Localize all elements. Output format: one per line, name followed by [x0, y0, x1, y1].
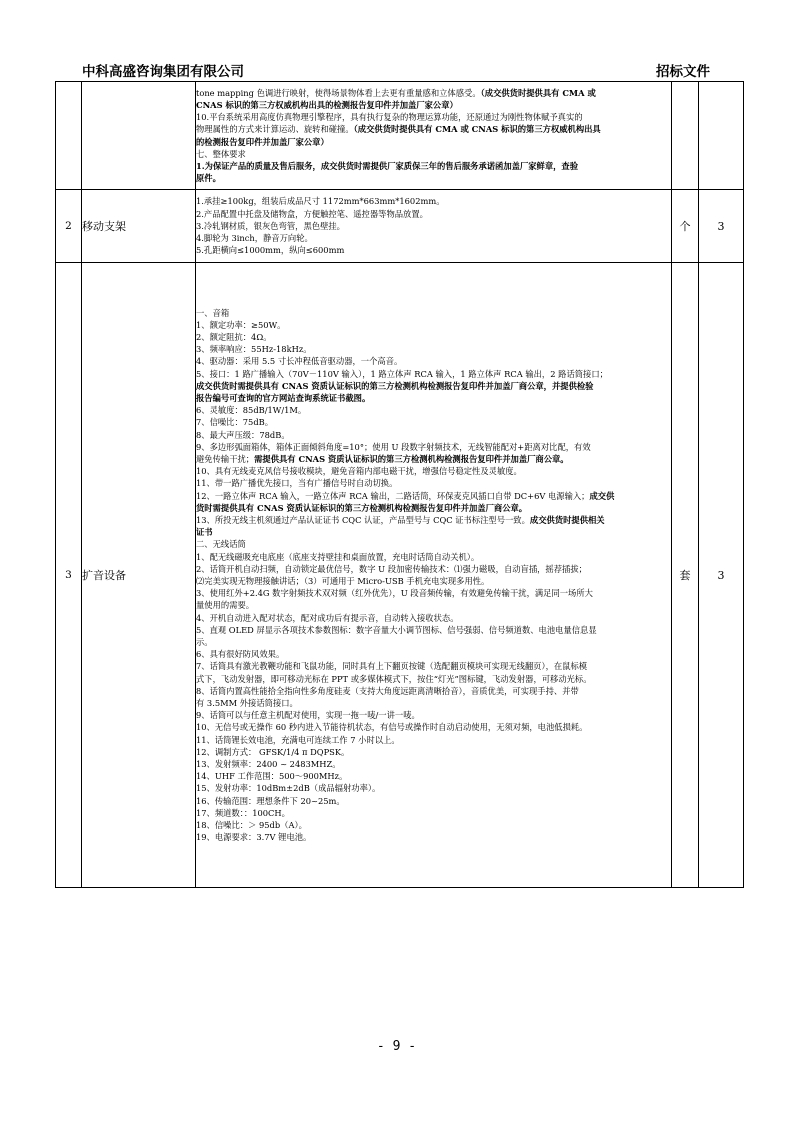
spec-line-emphasis: 原件。 — [196, 173, 221, 184]
spec-line-text: 5.孔距横向≤1000mm，纵向≤600mm — [196, 245, 345, 256]
spec-line — [196, 782, 671, 794]
spec-line — [196, 734, 671, 746]
spec-line — [196, 612, 671, 624]
spec-line-emphasis: 货时需提供具有 CNAS 资质认证标识的第三方检测机构检测报告复印件并加盖厂商公章。 — [196, 502, 528, 513]
table-row — [56, 263, 744, 888]
spec-line-emphasis: 需提供具有 CNAS 资质认证标识的第三方检测机构检测报告复印件并加盖厂商公章。 — [254, 453, 569, 464]
spec-line-text: 15、发射功率：10dBm±2dB（成品辐射功率）。 — [196, 783, 381, 794]
spec-line-text: 11、带一路广播优先接口，当有广播信号时自动切换。 — [196, 478, 398, 489]
item-unit: 个 — [672, 190, 699, 263]
spec-line-text: 13、发射频率：2400 ~ 2483MHZ。 — [196, 759, 341, 770]
spec-line — [196, 232, 671, 244]
spec-line-emphasis: （成交供货时提供具有 CMA 或 — [480, 87, 596, 98]
spec-line — [196, 294, 671, 306]
spec-line — [196, 172, 671, 184]
table-row — [56, 82, 744, 190]
spec-line-text: tone mapping 色调进行映射，使得场景物体看上去更有重量感和立体感受。 — [196, 87, 481, 98]
spec-line — [196, 465, 671, 477]
spec-line-text: 17、频道数：：100CH。 — [196, 807, 290, 818]
spec-line-text: 物理属性的方式来计算运动、旋转和碰撞。 — [196, 124, 354, 135]
spec-line — [196, 551, 671, 563]
spec-line — [196, 819, 671, 831]
spec-line — [196, 538, 671, 550]
spec-line-emphasis: 成交供 — [589, 490, 615, 501]
spec-line — [196, 208, 671, 220]
spec-line — [196, 795, 671, 807]
spec-line-text: 1.承挂≥100kg，组装后成品尺寸 1172mm*663mm*1602mm。 — [196, 196, 445, 207]
spec-line — [196, 99, 671, 111]
spec-line — [196, 697, 671, 709]
item-name — [82, 82, 196, 190]
spec-line — [196, 709, 671, 721]
spec-line-text: 有 3.5MM 外接话筒接口。 — [196, 698, 298, 709]
spec-line-text: 12、调制方式： GFSK/1/4 π DQPSK。 — [196, 746, 350, 757]
spec-line — [196, 660, 671, 672]
item-quantity — [699, 82, 744, 190]
spec-line-text: 10、具有无线麦克风信号接收模块，避免音箱内部电磁干扰，增强信号稳定性及灵敏度。 — [196, 466, 522, 477]
spec-line-text: 3、频率响应：55Hz-18kHz。 — [196, 344, 312, 355]
spec-line-text: 二、无线话筒 — [196, 539, 246, 550]
spec-line-emphasis: 成交供货时提供相关 — [529, 514, 605, 525]
spec-line-emphasis: 1.为保证产品的质量及售后服务，成交供货时需提供厂家质保三年的售后服务承诺函加盖厂家鲜章，查验 — [196, 160, 579, 171]
spec-line-text: 18、信噪比：＞ 95db（A）。 — [196, 820, 307, 831]
spec-line-text: 4.脚轮为 3inch，静音万向轮。 — [196, 233, 313, 244]
spec-line — [196, 380, 671, 392]
spec-line-text: 4、开机自动进入配对状态，配对成功后有提示音，自动转入接收状态。 — [196, 612, 459, 623]
page-number: - 9 - — [376, 1039, 417, 1054]
spec-line-text: 七、整体要求 — [196, 148, 246, 159]
spec-line — [196, 123, 671, 135]
spec-line-text: 示。 — [196, 637, 213, 648]
item-spec — [196, 263, 672, 888]
spec-line — [196, 429, 671, 441]
spec-line — [196, 673, 671, 685]
spec-line — [196, 490, 671, 502]
spec-line-emphasis: CNAS 标识的第三方权威机构出具的检测报告复印件并加盖厂家公章） — [196, 99, 458, 110]
spec-line — [196, 563, 671, 575]
spec-line-text: 14、UHF 工作范围：500～900MHz。 — [196, 771, 348, 782]
spec-line — [196, 343, 671, 355]
spec-table — [55, 81, 744, 888]
spec-line — [196, 331, 671, 343]
spec-line — [196, 355, 671, 367]
spec-line-text: 6、具有很好防风效果。 — [196, 649, 285, 660]
spec-line — [196, 599, 671, 611]
spec-line-text: 8、话筒内置高性能拾全指向性多角度硅麦（支持大角度远距离清晰拾音），音质优美，可实现手持、并带 — [196, 685, 579, 696]
item-name: 扩音设备 — [82, 263, 196, 888]
spec-line — [196, 441, 671, 453]
spec-line-text: 19、电源要求：3.7V 锂电池。 — [196, 832, 312, 843]
spec-line — [196, 758, 671, 770]
spec-line-text: 12、一路立体声 RCA 输入，一路立体声 RCA 输出，二路话筒，环保麦克风插口自带 DC+6V 电源输入； — [196, 490, 590, 501]
spec-line-emphasis: （成交供货时提供具有 CMA 或 CNAS 标识的第三方权威机构出具 — [353, 124, 601, 135]
spec-line-text: 7、话筒具有激光教鞭功能和飞鼠功能，同时具有上下翻页按键（选配翻页模块可实现无线翻页），在鼠标模 — [196, 661, 588, 672]
spec-line — [196, 477, 671, 489]
spec-line — [196, 770, 671, 782]
spec-line — [196, 319, 671, 331]
spec-line-text: 量使用的需要。 — [196, 600, 255, 611]
spec-line — [196, 368, 671, 380]
spec-line — [196, 746, 671, 758]
document-title: 招标文件 — [656, 64, 710, 80]
spec-line-text: ⑵完美实现无物理接触讲话；（3）可通用于 Micro-USB 手机充电实现多用性。 — [196, 576, 490, 586]
spec-line — [196, 307, 671, 319]
spec-line — [196, 831, 671, 843]
spec-line-emphasis: 成交供货时需提供具有 CNAS 资质认证标识的第三方检测机构检测报告复印件并加盖厂商公章，并提供检验 — [196, 380, 594, 391]
spec-line-text: 6、灵敏度：85dB/1W/1M。 — [196, 405, 307, 416]
spec-line-text: 7、信噪比：75dB。 — [196, 417, 274, 428]
spec-line-text: 一、音箱 — [196, 307, 230, 318]
spec-line — [196, 404, 671, 416]
spec-line — [196, 624, 671, 636]
item-spec — [196, 82, 672, 190]
spec-line — [196, 160, 671, 172]
spec-line — [196, 587, 671, 599]
spec-line — [196, 136, 671, 148]
company-name: 中科高盛咨询集团有限公司 — [82, 64, 244, 80]
spec-line-text: 9、多边形弧面箱体，箱体正面倾斜角度=10°；使用 U 段数字射频技术，无线智能配对+距离对比配，有效 — [196, 441, 591, 452]
spec-line-text: 1、额定功率：≥50W。 — [196, 319, 286, 330]
spec-line-text: 10、无信号或无操作 60 秒内进入节能待机状态，有信号或操作时自动启动使用，无须对频，电池低损耗。 — [196, 722, 588, 733]
spec-line-text: 9、话筒可以与任意主机配对使用，实现一拖一唛/一讲一唛。 — [196, 710, 420, 721]
spec-line — [196, 453, 671, 465]
spec-line — [196, 87, 671, 99]
spec-line-text: 4、驱动器：采用 5.5 寸长冲程低音驱动器，一个高音。 — [196, 356, 403, 367]
spec-line — [196, 148, 671, 160]
row-number: 2 — [56, 190, 82, 263]
spec-line — [196, 636, 671, 648]
spec-line — [196, 392, 671, 404]
table-row — [56, 190, 744, 263]
spec-line — [196, 195, 671, 207]
row-number: 3 — [56, 263, 82, 888]
spec-line-emphasis: 证书 — [196, 527, 213, 538]
item-quantity: 3 — [699, 190, 744, 263]
item-name: 移动支架 — [82, 190, 196, 263]
spec-line-text: 16、传输范围：理想条件下 20~25m。 — [196, 795, 345, 806]
spec-line-text: 2、额定阻抗：4Ω。 — [196, 331, 272, 342]
spec-line-text: 避免传输干扰； — [196, 453, 255, 464]
item-spec — [196, 190, 672, 263]
spec-line — [196, 244, 671, 256]
spec-line — [196, 220, 671, 232]
item-unit — [672, 82, 699, 190]
spec-line — [196, 807, 671, 819]
spec-line — [196, 514, 671, 526]
spec-line-emphasis: 报告编号可查询的官方网站查询系统证书截图。 — [196, 392, 371, 403]
spec-line-text: 11、话筒锂长效电池，充满电可连续工作 7 小时以上。 — [196, 734, 400, 745]
spec-line-text: 3、使用红外+2.4G 数字射频技术双对频（红外优先），U 段音频传输，有效避免传输干扰，满足同一场所大 — [196, 588, 593, 599]
spec-line-text: 5、直观 OLED 屏显示各项技术参数图标：数字音量大小调节图标、信号强弱、信号频道数、电池电量信息显 — [196, 624, 597, 635]
spec-line-text: 13、所投无线主机须通过产品认证证书 CQC 认证，产品型号与 CQC 证书标注型号一致。 — [196, 514, 530, 525]
item-quantity: 3 — [699, 263, 744, 888]
spec-line-text: 8、最大声压级：78dB。 — [196, 429, 290, 440]
spec-line — [196, 416, 671, 428]
spec-line-text: 2.产品配置中托盘及储物盒，方便触控笔、遥控器等物品放置。 — [196, 208, 428, 219]
spec-line — [196, 843, 671, 855]
row-number — [56, 82, 82, 190]
item-unit: 套 — [672, 263, 699, 888]
spec-line-text: 5、接口：1 路广播输入（70V－110V 输入），1 路立体声 RCA 输入，1 路立体声 RCA 输出，2 路话筒接口； — [196, 368, 608, 379]
page-header — [82, 64, 710, 82]
spec-line-text: 2、话筒开机自动扫频，自动锁定最优信号，数字 U 段加密传输技术：⑴强力磁吸，自动盲插，摇荐插拔； — [196, 563, 587, 574]
spec-line-text: 1、配无线磁吸充电底座（底座支持壁挂和桌面放置，充电时话筒自动关机）。 — [196, 551, 480, 562]
spec-line — [196, 685, 671, 697]
spec-line-emphasis: 的检测报告复印件并加盖厂家公章） — [196, 136, 329, 147]
spec-line — [196, 721, 671, 733]
spec-line-text: 3.冷轧钢材质，银灰色弯管，黑色壁挂。 — [196, 220, 345, 231]
spec-line — [196, 502, 671, 514]
spec-line-text: 10.平台系统采用高度仿真物理引擎程序，具有执行复杂的物理运算功能，还原通过为刚性物体赋予真实的 — [196, 112, 583, 123]
spec-line-text: 式下，飞动发射器，即可移动光标在 PPT 或多媒体模式下，按住“灯光”图标键，飞动发射器，可移动光标。 — [196, 673, 592, 684]
spec-line — [196, 575, 671, 587]
spec-line — [196, 111, 671, 123]
spec-line — [196, 526, 671, 538]
spec-line — [196, 648, 671, 660]
